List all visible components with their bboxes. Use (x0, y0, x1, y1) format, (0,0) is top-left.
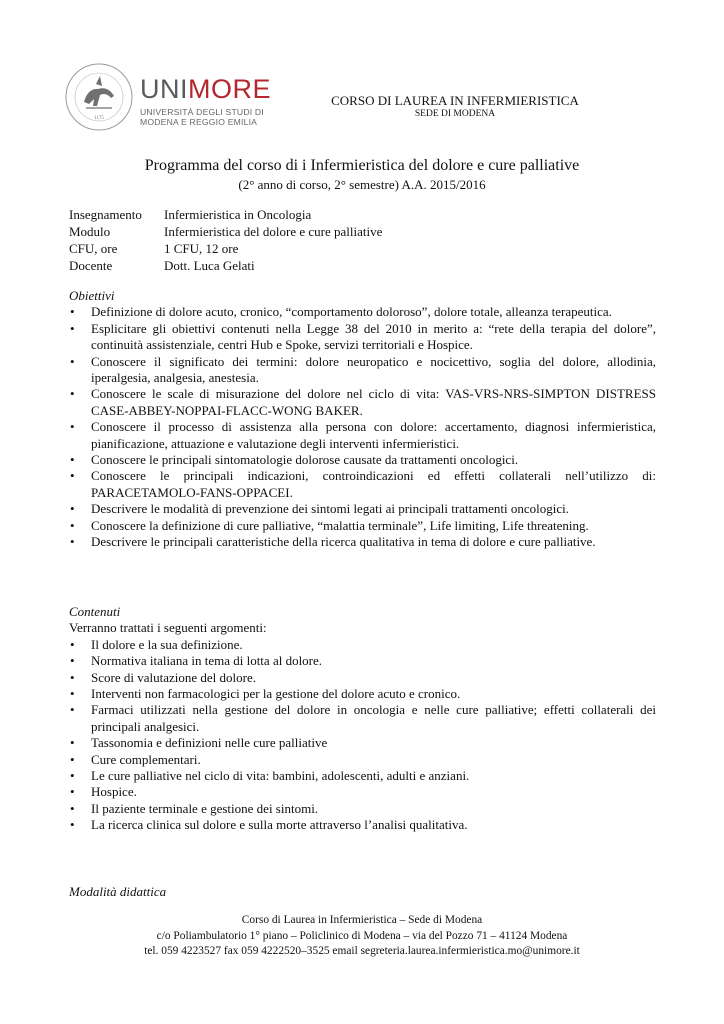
university-seal-icon (64, 62, 134, 132)
footer-line-1: Corso di Laurea in Infermieristica – Sede di Modena (241, 914, 483, 926)
info-row (69, 206, 382, 223)
info-row (69, 223, 382, 240)
info-key: CFU, ore (69, 241, 118, 256)
brand-uni: UNI (140, 74, 188, 104)
contenuti-heading: Contenuti (69, 604, 121, 619)
list-item: • Conoscere le principali indicazioni, controindicazioni ed effetti collaterali nell’utilizzo di: PARACETAMOLO-FANS-OPPACEI. (69, 468, 656, 501)
course-header: CORSO DI LAUREA IN INFERMIERISTICA (331, 93, 579, 108)
list-item: • La ricerca clinica sul dolore e sulla morte attraverso l’analisi qualitativa. (69, 817, 656, 833)
info-value: Infermieristica del dolore e cure palliative (164, 224, 383, 239)
info-row (69, 257, 382, 274)
footer-line-2: c/o Poliambulatorio 1° piano – Policlinico di Modena – via del Pozzo 71 – 41124 Modena (156, 929, 568, 942)
list-item: • Il paziente terminale e gestione dei sintomi. (69, 801, 656, 817)
list-item: • Conoscere le principali sintomatologie dolorose causate da trattamenti oncologici. (69, 452, 656, 468)
obiettivi-heading: Obiettivi (69, 288, 115, 303)
info-key: Docente (69, 258, 113, 273)
obiettivi-section (69, 288, 656, 551)
list-item: • Il dolore e la sua definizione. (69, 637, 656, 653)
list-item: • Descrivere le modalità di prevenzione dei sintomi legati ai principali trattamenti oncologici. (69, 501, 656, 517)
course-info-table (69, 206, 382, 274)
info-row (69, 240, 382, 257)
list-item: • Conoscere il significato dei termini: dolore neuropatico e nocicettivo, soglia del dolore, allodinia, iperalgesia, analgesia, anestesia. (69, 354, 656, 387)
info-value: 1 CFU, 12 ore (164, 241, 239, 256)
brand-name (140, 76, 271, 103)
list-item: • Descrivere le principali caratteristiche della ricerca qualitativa in tema di dolore e cure palliative. (69, 534, 656, 550)
brand-line-2: MODENA E REGGIO EMILIA (140, 117, 258, 127)
info-key: Modulo (69, 224, 111, 239)
unimore-logo (140, 76, 271, 127)
list-item: • Conoscere la definizione di cure palliative, “malattia terminale”, Life limiting, Life threatening. (69, 518, 656, 534)
page-footer (60, 913, 664, 960)
brand-line-1: UNIVERSITÀ DEGLI STUDI DI (140, 107, 264, 117)
list-item: • Hospice. (69, 784, 656, 800)
brand-subtitle (140, 107, 271, 127)
brand-more: MORE (188, 74, 271, 104)
contenuti-section (69, 604, 656, 834)
obiettivi-list (69, 304, 656, 550)
list-item: • Normativa italiana in tema di lotta al dolore. (69, 653, 656, 669)
page-subtitle: (2° anno di corso, 2° semestre) A.A. 2015/2016 (238, 177, 486, 192)
list-item: • Interventi non farmacologici per la gestione del dolore acuto e cronico. (69, 686, 656, 702)
footer-line-3: tel. 059 4223527 fax 059 4222520–3525 email segreteria.laurea.infermieristica.mo@unimore.it (144, 945, 580, 957)
contenuti-list (69, 637, 656, 834)
list-item: • Score di valutazione del dolore. (69, 670, 656, 686)
list-item: • Le cure palliative nel ciclo di vita: bambini, adolescenti, adulti e anziani. (69, 768, 656, 784)
info-value: Dott. Luca Gelati (164, 258, 255, 273)
contenuti-intro: Verranno trattati i seguenti argomenti: (69, 620, 267, 636)
page-title: Programma del corso di i Infermieristica del dolore e cure palliative (144, 157, 580, 174)
list-item: • Cure complementari. (69, 752, 656, 768)
list-item: • Definizione di dolore acuto, cronico, “comportamento doloroso”, dolore totale, alleanza terapeutica. (69, 304, 656, 320)
sede-header: SEDE DI MODENA (414, 109, 496, 119)
info-value: Infermieristica in Oncologia (164, 207, 312, 222)
seal-year: 1175 (94, 116, 104, 121)
list-item: • Tassonomia e definizioni nelle cure palliative (69, 735, 656, 751)
modalita-heading: Modalità didattica (69, 884, 167, 899)
info-key: Insegnamento (69, 207, 142, 222)
list-item: • Conoscere le scale di misurazione del dolore nel ciclo di vita: VAS-VRS-NRS-SIMPTON DISTRESS CASE-ABBEY-NOPPAI-FLACC-WONG BAKER. (69, 386, 656, 419)
list-item: • Conoscere il processo di assistenza alla persona con dolore: accertamento, diagnosi infermieristica, pianificazione, attuazione e valutazione degli interventi infermieristici. (69, 419, 656, 452)
list-item: • Farmaci utilizzati nella gestione del dolore in oncologia e nelle cure palliative; effetti collaterali dei principali analgesici. (69, 702, 656, 735)
list-item: • Esplicitare gli obiettivi contenuti nella Legge 38 del 2010 in merito a: “rete della terapia del dolore”, continuità assistenziale, centri Hub e Spoke, servizi territoriali e Hospice. (69, 321, 656, 354)
